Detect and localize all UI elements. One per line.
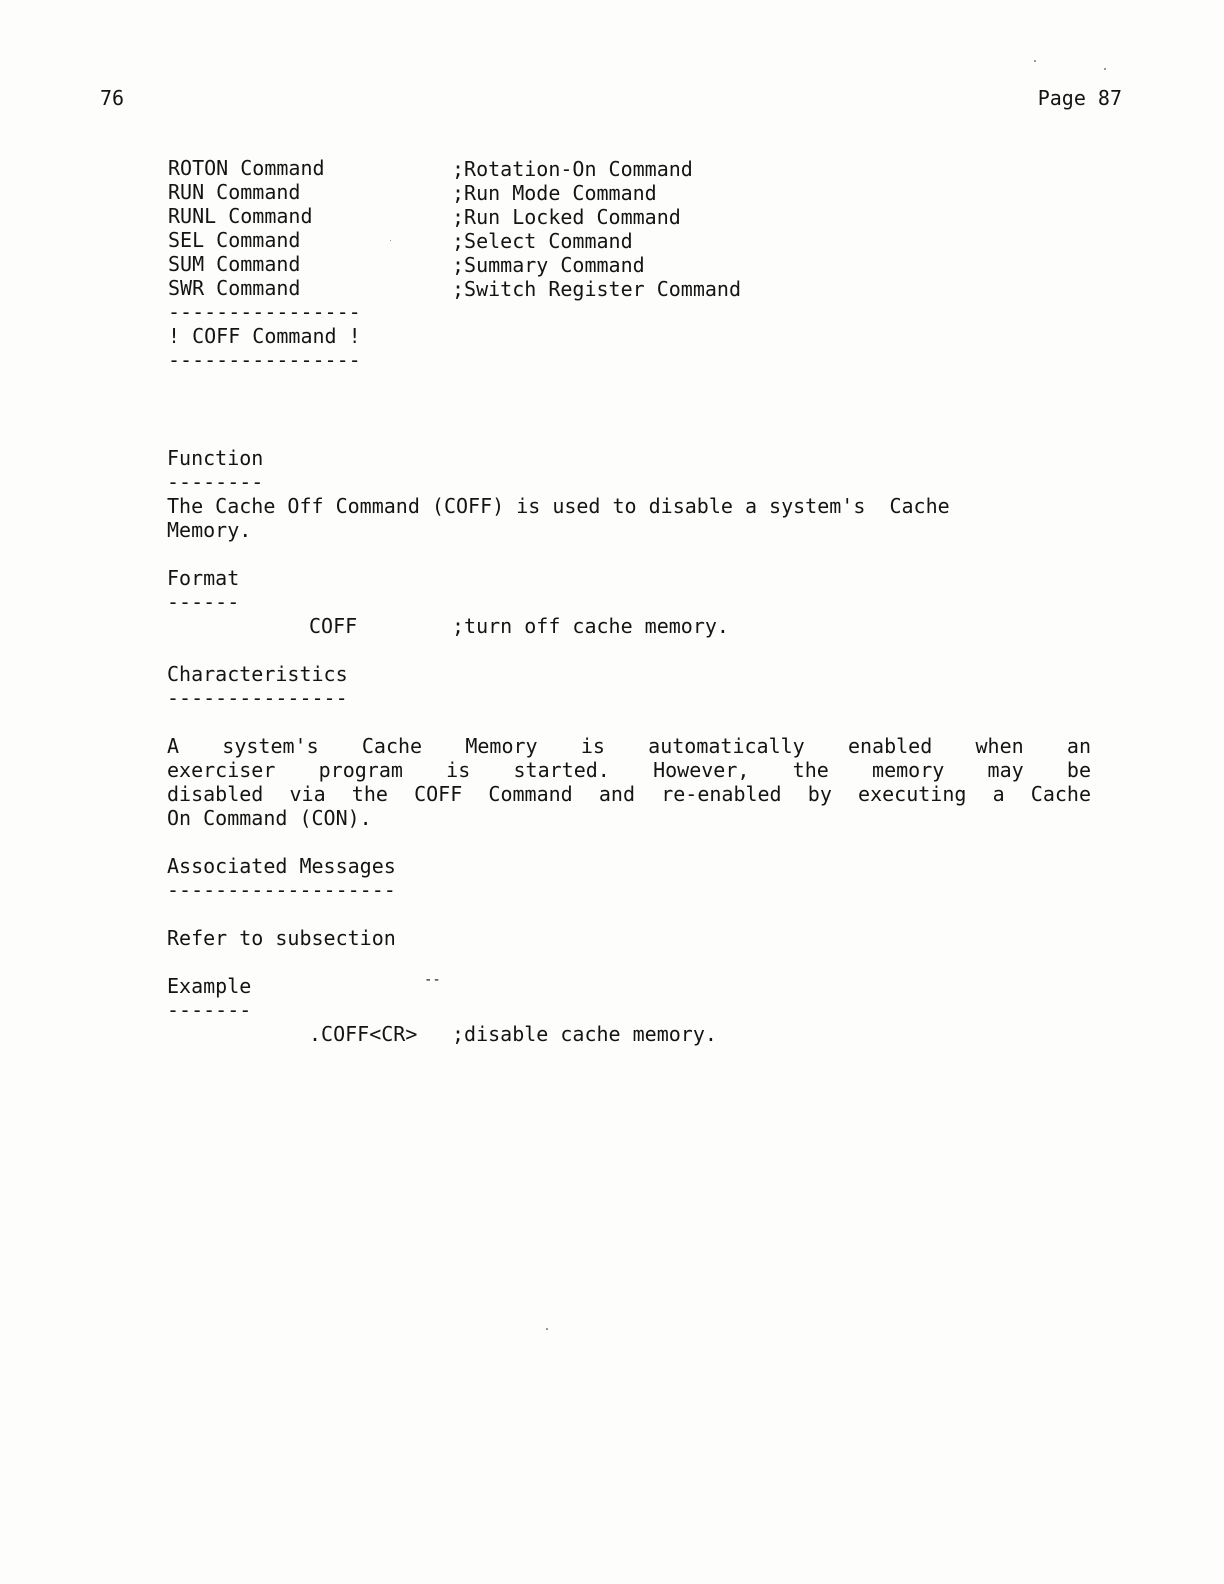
function-text-line: Memory. — [167, 518, 252, 542]
characteristics-text-line: On Command (CON). — [167, 806, 372, 830]
characteristics-heading: Characteristics — [167, 662, 348, 686]
title-rule-top: ---------------- — [168, 300, 361, 324]
command-list-name: SWR Command — [168, 276, 301, 300]
example-command: .COFF<CR> — [309, 1022, 418, 1046]
example-heading: Example — [167, 974, 252, 998]
scan-speck — [390, 240, 391, 241]
associated-messages-rule: ------------------- — [167, 878, 396, 902]
scan-speck — [1104, 68, 1106, 70]
command-list-desc: ;Switch Register Command — [452, 277, 741, 301]
example-rule: ------- — [167, 998, 252, 1022]
command-list-name: SUM Command — [168, 252, 301, 276]
characteristics-text-line: A system's Cache Memory is automatically enabled when an — [167, 734, 1091, 758]
command-list-desc: ;Select Command — [452, 229, 633, 253]
command-list-name: SEL Command — [168, 228, 301, 252]
section-title: ! COFF Command ! — [168, 324, 361, 348]
function-rule: -------- — [167, 470, 264, 494]
stray-mark: -- — [424, 972, 441, 988]
example-comment: ;disable cache memory. — [452, 1022, 717, 1046]
scan-speck — [546, 1328, 548, 1330]
associated-messages-heading: Associated Messages — [167, 854, 396, 878]
format-rule: ------ — [167, 590, 240, 614]
page-number-right: Page 87 — [1037, 86, 1122, 110]
command-list-desc: ;Rotation-On Command — [452, 157, 693, 181]
characteristics-paragraph — [167, 734, 1091, 830]
format-command: COFF — [309, 614, 358, 638]
command-list-desc: ;Run Locked Command — [452, 205, 681, 229]
command-list-desc: ;Run Mode Command — [452, 181, 657, 205]
page-number-left: 76 — [100, 86, 125, 110]
scan-speck — [1034, 60, 1036, 62]
command-list-name: ROTON Command — [168, 156, 325, 180]
command-list-desc: ;Summary Command — [452, 253, 645, 277]
format-heading: Format — [167, 566, 240, 590]
characteristics-text-line: disabled via the COFF Command and re-enabled by executing a Cache — [167, 782, 1091, 806]
format-comment: ;turn off cache memory. — [452, 614, 729, 638]
title-rule-bottom: ---------------- — [168, 348, 361, 372]
characteristics-rule: --------------- — [167, 686, 348, 710]
characteristics-text-line: exerciser program is started. However, the memory may be — [167, 758, 1091, 782]
associated-messages-text: Refer to subsection — [167, 926, 396, 950]
function-text-line: The Cache Off Command (COFF) is used to disable a system's Cache — [167, 494, 950, 518]
command-list-name: RUN Command — [168, 180, 301, 204]
function-heading: Function — [167, 446, 264, 470]
command-list-name: RUNL Command — [168, 204, 313, 228]
